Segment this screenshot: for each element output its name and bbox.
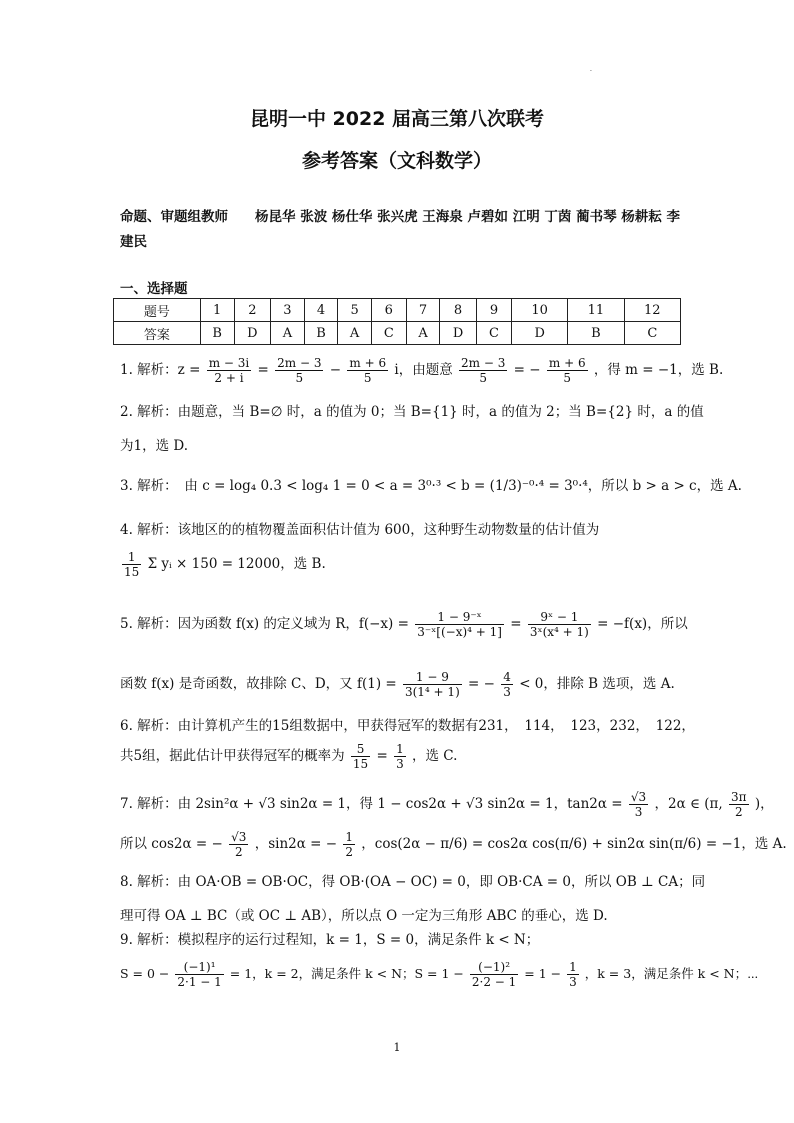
numerator: 1 bbox=[345, 830, 353, 844]
denominator: 5 bbox=[563, 371, 572, 385]
fraction bbox=[567, 960, 579, 989]
denominator: 3ˣ(x⁴ + 1) bbox=[529, 625, 589, 639]
table-cell: D bbox=[440, 322, 477, 345]
text: = bbox=[376, 748, 388, 764]
denominator: 5 bbox=[479, 371, 487, 385]
numerator: 2m − 3 bbox=[461, 356, 506, 370]
table-cell: 6 bbox=[371, 299, 406, 322]
solution-9-line-2 bbox=[120, 960, 759, 989]
fraction bbox=[229, 830, 248, 859]
fraction bbox=[729, 790, 749, 819]
table-cell: 9 bbox=[476, 299, 511, 322]
denominator: 2 bbox=[345, 845, 353, 859]
fraction bbox=[275, 356, 323, 385]
table-cell: 12 bbox=[624, 299, 680, 322]
text: )， bbox=[754, 796, 774, 812]
numerator: m + 6 bbox=[349, 356, 387, 370]
table-cell: B bbox=[568, 322, 624, 345]
table-cell: B bbox=[200, 322, 234, 345]
table-cell: 7 bbox=[406, 299, 439, 322]
table-row bbox=[114, 299, 681, 322]
denominator: 3 bbox=[634, 805, 643, 819]
denominator: 5 bbox=[363, 371, 372, 385]
table-cell: 1 bbox=[200, 299, 234, 322]
text: ，得 m = −1，选 B. bbox=[593, 362, 724, 378]
solution-4-line-1: 4. 解析：该地区的的植物覆盖面积估计值为 600，这种野生动物数量的估计值为 bbox=[120, 522, 600, 538]
table-cell: 2 bbox=[234, 299, 271, 322]
section-heading: 一、选择题 bbox=[120, 281, 188, 297]
page-subtitle: 参考答案（文科数学） bbox=[301, 150, 492, 172]
solution-8-line-2: 理可得 OA ⊥ BC（或 OC ⊥ AB），所以点 O 一定为三角形 ABC 的垂心，选 D. bbox=[120, 908, 608, 924]
page-number: 1 bbox=[393, 1041, 401, 1054]
fraction bbox=[351, 742, 370, 771]
text: ，选 C. bbox=[412, 748, 458, 764]
denominator: 3 bbox=[569, 975, 577, 989]
solution-8-line-1: 8. 解析：由 OA·OB = OB·OC，得 OB·(OA − OC) = 0，即 OB·CA = 0，所以 OB ⊥ CA；同 bbox=[120, 874, 706, 890]
solution-7-line-2 bbox=[120, 830, 787, 859]
text: ，cos(2α − π/6) = cos2α cos(π/6) + sin2α sin(π/6) = −1，选 A. bbox=[361, 836, 787, 852]
text: (1/3)⁻⁰·⁴ bbox=[489, 478, 545, 494]
text: ，2α ∈ (π, bbox=[654, 796, 723, 812]
text: = bbox=[510, 616, 522, 632]
text: 1. 解析：z = bbox=[120, 362, 201, 378]
numerator: 4 bbox=[503, 670, 511, 684]
table-cell: 8 bbox=[440, 299, 477, 322]
solution-1 bbox=[120, 356, 724, 385]
solution-2-line-1: 2. 解析：由题意，当 B=∅ 时，a 的值为 0；当 B={1} 时，a 的值为 2；当 B={2} 时，a 的值 bbox=[120, 404, 704, 420]
denominator: 2 + i bbox=[214, 371, 244, 385]
table-cell: A bbox=[338, 322, 371, 345]
text: = − bbox=[513, 362, 541, 378]
table-row bbox=[114, 322, 681, 345]
numerator: 1 − 9 bbox=[403, 670, 462, 685]
fraction bbox=[207, 356, 252, 385]
fraction bbox=[459, 356, 507, 385]
table-cell: A bbox=[406, 322, 439, 345]
denominator: 3(1⁴ + 1) bbox=[404, 685, 460, 699]
text: = 1 − bbox=[524, 966, 562, 981]
text: = bbox=[257, 362, 269, 378]
authors-line: 命题、审题组教师 杨昆华 张波 杨仕华 张兴虎 王海泉 卢碧如 江明 丁茵 蔺书琴 杨耕耘 李建民 bbox=[120, 209, 680, 250]
numerator: 1 bbox=[396, 742, 404, 756]
table-cell: 4 bbox=[304, 299, 338, 322]
fraction bbox=[343, 830, 355, 859]
numerator: 1 − 9⁻ˣ bbox=[415, 610, 504, 625]
numerator: √3 bbox=[630, 790, 647, 804]
fraction bbox=[347, 356, 388, 385]
numerator: 5 bbox=[351, 742, 370, 757]
text: Σ yᵢ × 150 = 12000，选 B. bbox=[147, 556, 326, 572]
text: − bbox=[329, 362, 342, 378]
numerator: m + 6 bbox=[548, 356, 586, 370]
text: ，k = 3，满足条件 k < N；⋯ bbox=[584, 966, 759, 981]
row-label: 答案 bbox=[114, 322, 201, 345]
table-cell: 10 bbox=[512, 299, 568, 322]
fraction bbox=[470, 960, 518, 989]
fraction bbox=[394, 742, 406, 771]
denominator: 2 bbox=[234, 845, 243, 859]
numerator: √3 bbox=[231, 830, 247, 844]
denominator: 2·2 − 1 bbox=[471, 975, 517, 989]
numerator: 9ˣ − 1 bbox=[528, 610, 591, 625]
page-title: 昆明一中 2022 届高三第八次联考 bbox=[249, 108, 545, 130]
denominator: 3 bbox=[396, 757, 404, 771]
text: i，由题意 bbox=[394, 362, 453, 378]
numerator: (−1)¹ bbox=[175, 960, 223, 975]
answer-table bbox=[113, 298, 681, 345]
table-cell: 5 bbox=[338, 299, 371, 322]
solution-3 bbox=[120, 476, 742, 496]
text: 3. 解析： 由 c = log₄ 0.3 < log₄ 1 = 0 < a = 3⁰·³ < b = bbox=[120, 478, 486, 494]
numerator: 1 bbox=[569, 960, 577, 974]
table-cell: 11 bbox=[568, 299, 624, 322]
fraction bbox=[175, 960, 223, 989]
fraction bbox=[403, 670, 462, 699]
solution-4-line-2 bbox=[120, 550, 685, 579]
solution-2-line-2: 为1，选 D. bbox=[120, 438, 189, 454]
solution-6-line-1: 6. 解析：由计算机产生的15组数据中，甲获得冠军的数据有231， 114， 123，232， 122， bbox=[120, 718, 695, 734]
fraction bbox=[547, 356, 588, 385]
denominator: 3 bbox=[503, 685, 511, 699]
row-label: 题号 bbox=[114, 299, 201, 322]
solution-6-line-2 bbox=[120, 742, 685, 771]
text: = 3⁰·⁴，所以 b > a > c，选 A. bbox=[548, 478, 742, 494]
text: 函数 f(x) 是奇函数，故排除 C、D，又 f(1) = bbox=[120, 676, 397, 692]
fraction bbox=[629, 790, 648, 819]
denominator: 15 bbox=[352, 757, 369, 771]
text: 所以 cos2α = − bbox=[120, 836, 223, 852]
table-cell: C bbox=[624, 322, 680, 345]
table-cell: B bbox=[304, 322, 338, 345]
text: = − bbox=[468, 676, 495, 692]
solution-5-line-2 bbox=[120, 670, 685, 699]
numerator: 2m − 3 bbox=[277, 356, 322, 370]
denominator: 2 bbox=[734, 805, 743, 819]
text: 5. 解析：因为函数 f(x) 的定义域为 R，f(−x) = bbox=[120, 616, 409, 632]
fraction bbox=[122, 550, 141, 579]
table-cell: D bbox=[512, 322, 568, 345]
numerator: 3π bbox=[731, 790, 747, 804]
denominator: 3⁻ˣ[(−x)⁴ + 1] bbox=[417, 625, 502, 639]
table-cell: C bbox=[371, 322, 406, 345]
solution-5-line-1 bbox=[120, 610, 688, 639]
text: = 1，k = 2，满足条件 k < N；S = 1 − bbox=[229, 966, 464, 981]
table-cell: A bbox=[271, 322, 304, 345]
numerator: m − 3i bbox=[208, 356, 250, 370]
denominator: 5 bbox=[295, 371, 304, 385]
text: S = 0 − bbox=[120, 966, 170, 981]
numerator: (−1)² bbox=[470, 960, 518, 975]
text: 7. 解析：由 2sin²α + √3 sin2α = 1，得 1 − cos2α + √3 sin2α = 1，tan2α = bbox=[120, 796, 623, 812]
text: 共5组，据此估计甲获得冠军的概率为 bbox=[120, 748, 345, 764]
table-cell: D bbox=[234, 322, 271, 345]
table-cell: C bbox=[476, 322, 511, 345]
solution-9-line-1: 9. 解析：模拟程序的运行过程知，k = 1，S = 0，满足条件 k < N； bbox=[120, 932, 540, 948]
denominator: 15 bbox=[124, 565, 140, 579]
text: = −f(x)，所以 bbox=[597, 616, 688, 632]
table-cell: 3 bbox=[271, 299, 304, 322]
numerator: 1 bbox=[122, 550, 141, 565]
fraction bbox=[501, 670, 513, 699]
text: < 0，排除 B 选项，选 A. bbox=[519, 676, 675, 692]
text: ，sin2α = − bbox=[254, 836, 338, 852]
denominator: 2·1 − 1 bbox=[177, 975, 222, 989]
fraction bbox=[528, 610, 591, 639]
corner-mark: · bbox=[590, 68, 592, 75]
fraction bbox=[415, 610, 504, 639]
